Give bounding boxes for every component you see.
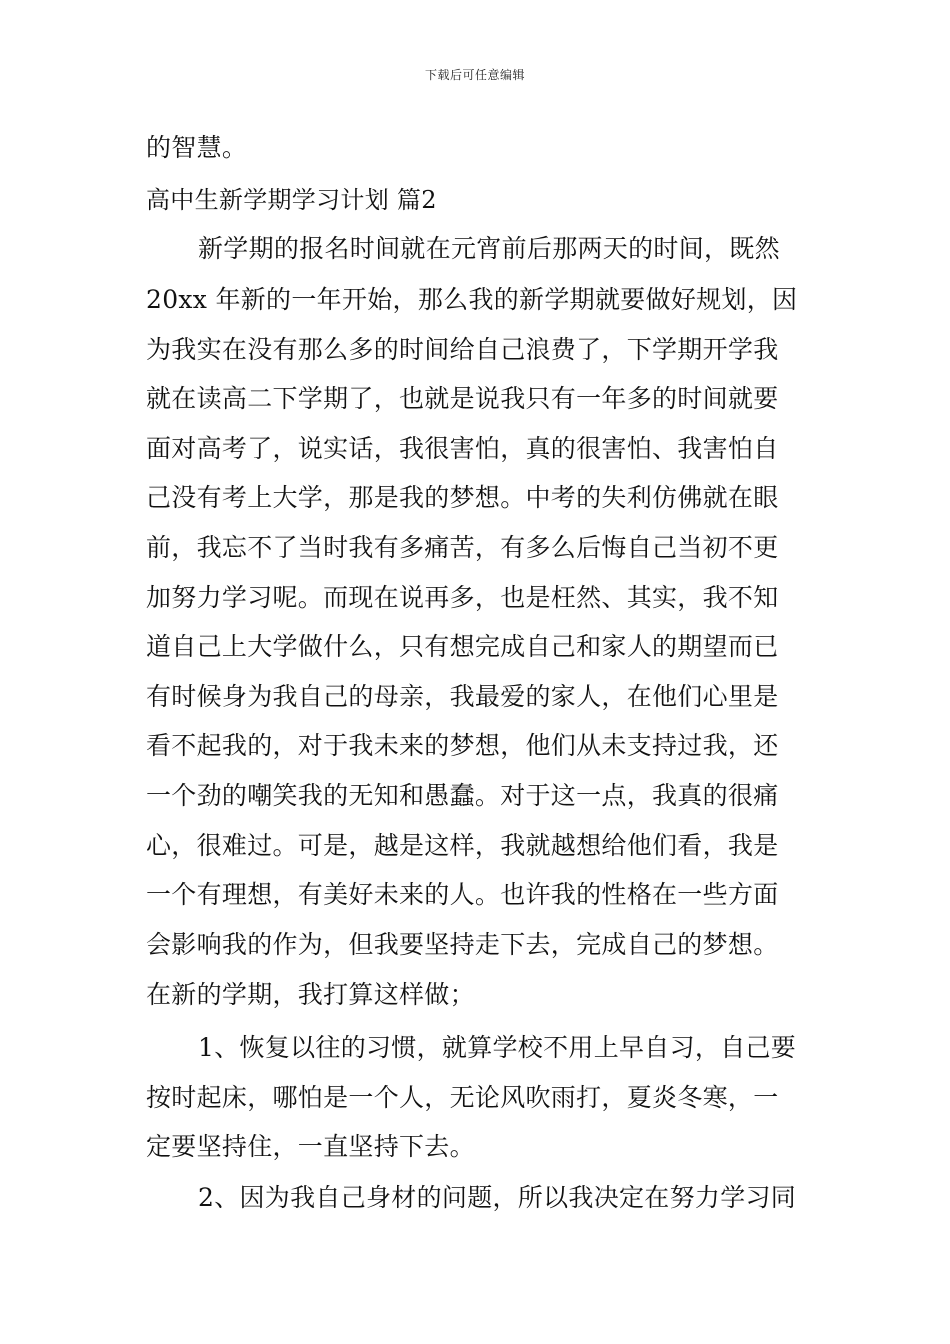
text-line: 就在读高二下学期了，也就是说我只有一年多的时间就要	[146, 384, 779, 413]
text-line: 前，我忘不了当时我有多痛苦，有多么后悔自己当初不更	[146, 533, 779, 562]
text-line: 新学期的报名时间就在元宵前后那两天的时间，既然	[198, 234, 780, 263]
page-header: 下载后可任意编辑	[424, 68, 525, 82]
text-line: 定要坚持住，一直坚持下去。	[146, 1132, 475, 1161]
list-item: 2、因为我自己身材的问题，所以我决定在努力学习同	[198, 1183, 797, 1212]
text-line: 在新的学期，我打算这样做；	[146, 980, 475, 1009]
text-line: 一个劲的嘲笑我的无知和愚蠢。对于这一点，我真的很痛	[146, 781, 779, 810]
text-line: 20xx 年新的一年开始，那么我的新学期就要做好规划，因	[146, 285, 798, 314]
text-line: 会影响我的作为，但我要坚持走下去，完成自己的梦想。	[146, 930, 779, 959]
text-line: 按时起床，哪怕是一个人，无论风吹雨打，夏炎冬寒，一	[146, 1083, 779, 1112]
section-title: 高中生新学期学习计划 篇2	[146, 186, 437, 214]
text-line: 己没有考上大学，那是我的梦想。中考的失利仿佛就在眼	[146, 483, 779, 512]
text-line: 有时候身为我自己的母亲，我最爱的家人，在他们心里是	[146, 682, 779, 711]
text-line: 道自己上大学做什么，只有想完成自己和家人的期望而已	[146, 632, 779, 661]
text-line: 面对高考了，说实话，我很害怕，真的很害怕、我害怕自	[146, 434, 779, 463]
list-item: 1、恢复以往的习惯，就算学校不用上早自习，自己要	[198, 1033, 797, 1062]
text-line: 为我实在没有那么多的时间给自己浪费了，下学期开学我	[146, 335, 779, 364]
text-line: 心，很难过。可是，越是这样，我就越想给他们看，我是	[146, 831, 779, 860]
text-line: 看不起我的，对于我未来的梦想，他们从未支持过我，还	[146, 731, 779, 760]
text-line: 的智慧。	[146, 133, 248, 162]
text-line: 加努力学习呢。而现在说再多，也是枉然、其实，我不知	[146, 583, 779, 612]
text-line: 一个有理想，有美好未来的人。也许我的性格在一些方面	[146, 880, 779, 909]
